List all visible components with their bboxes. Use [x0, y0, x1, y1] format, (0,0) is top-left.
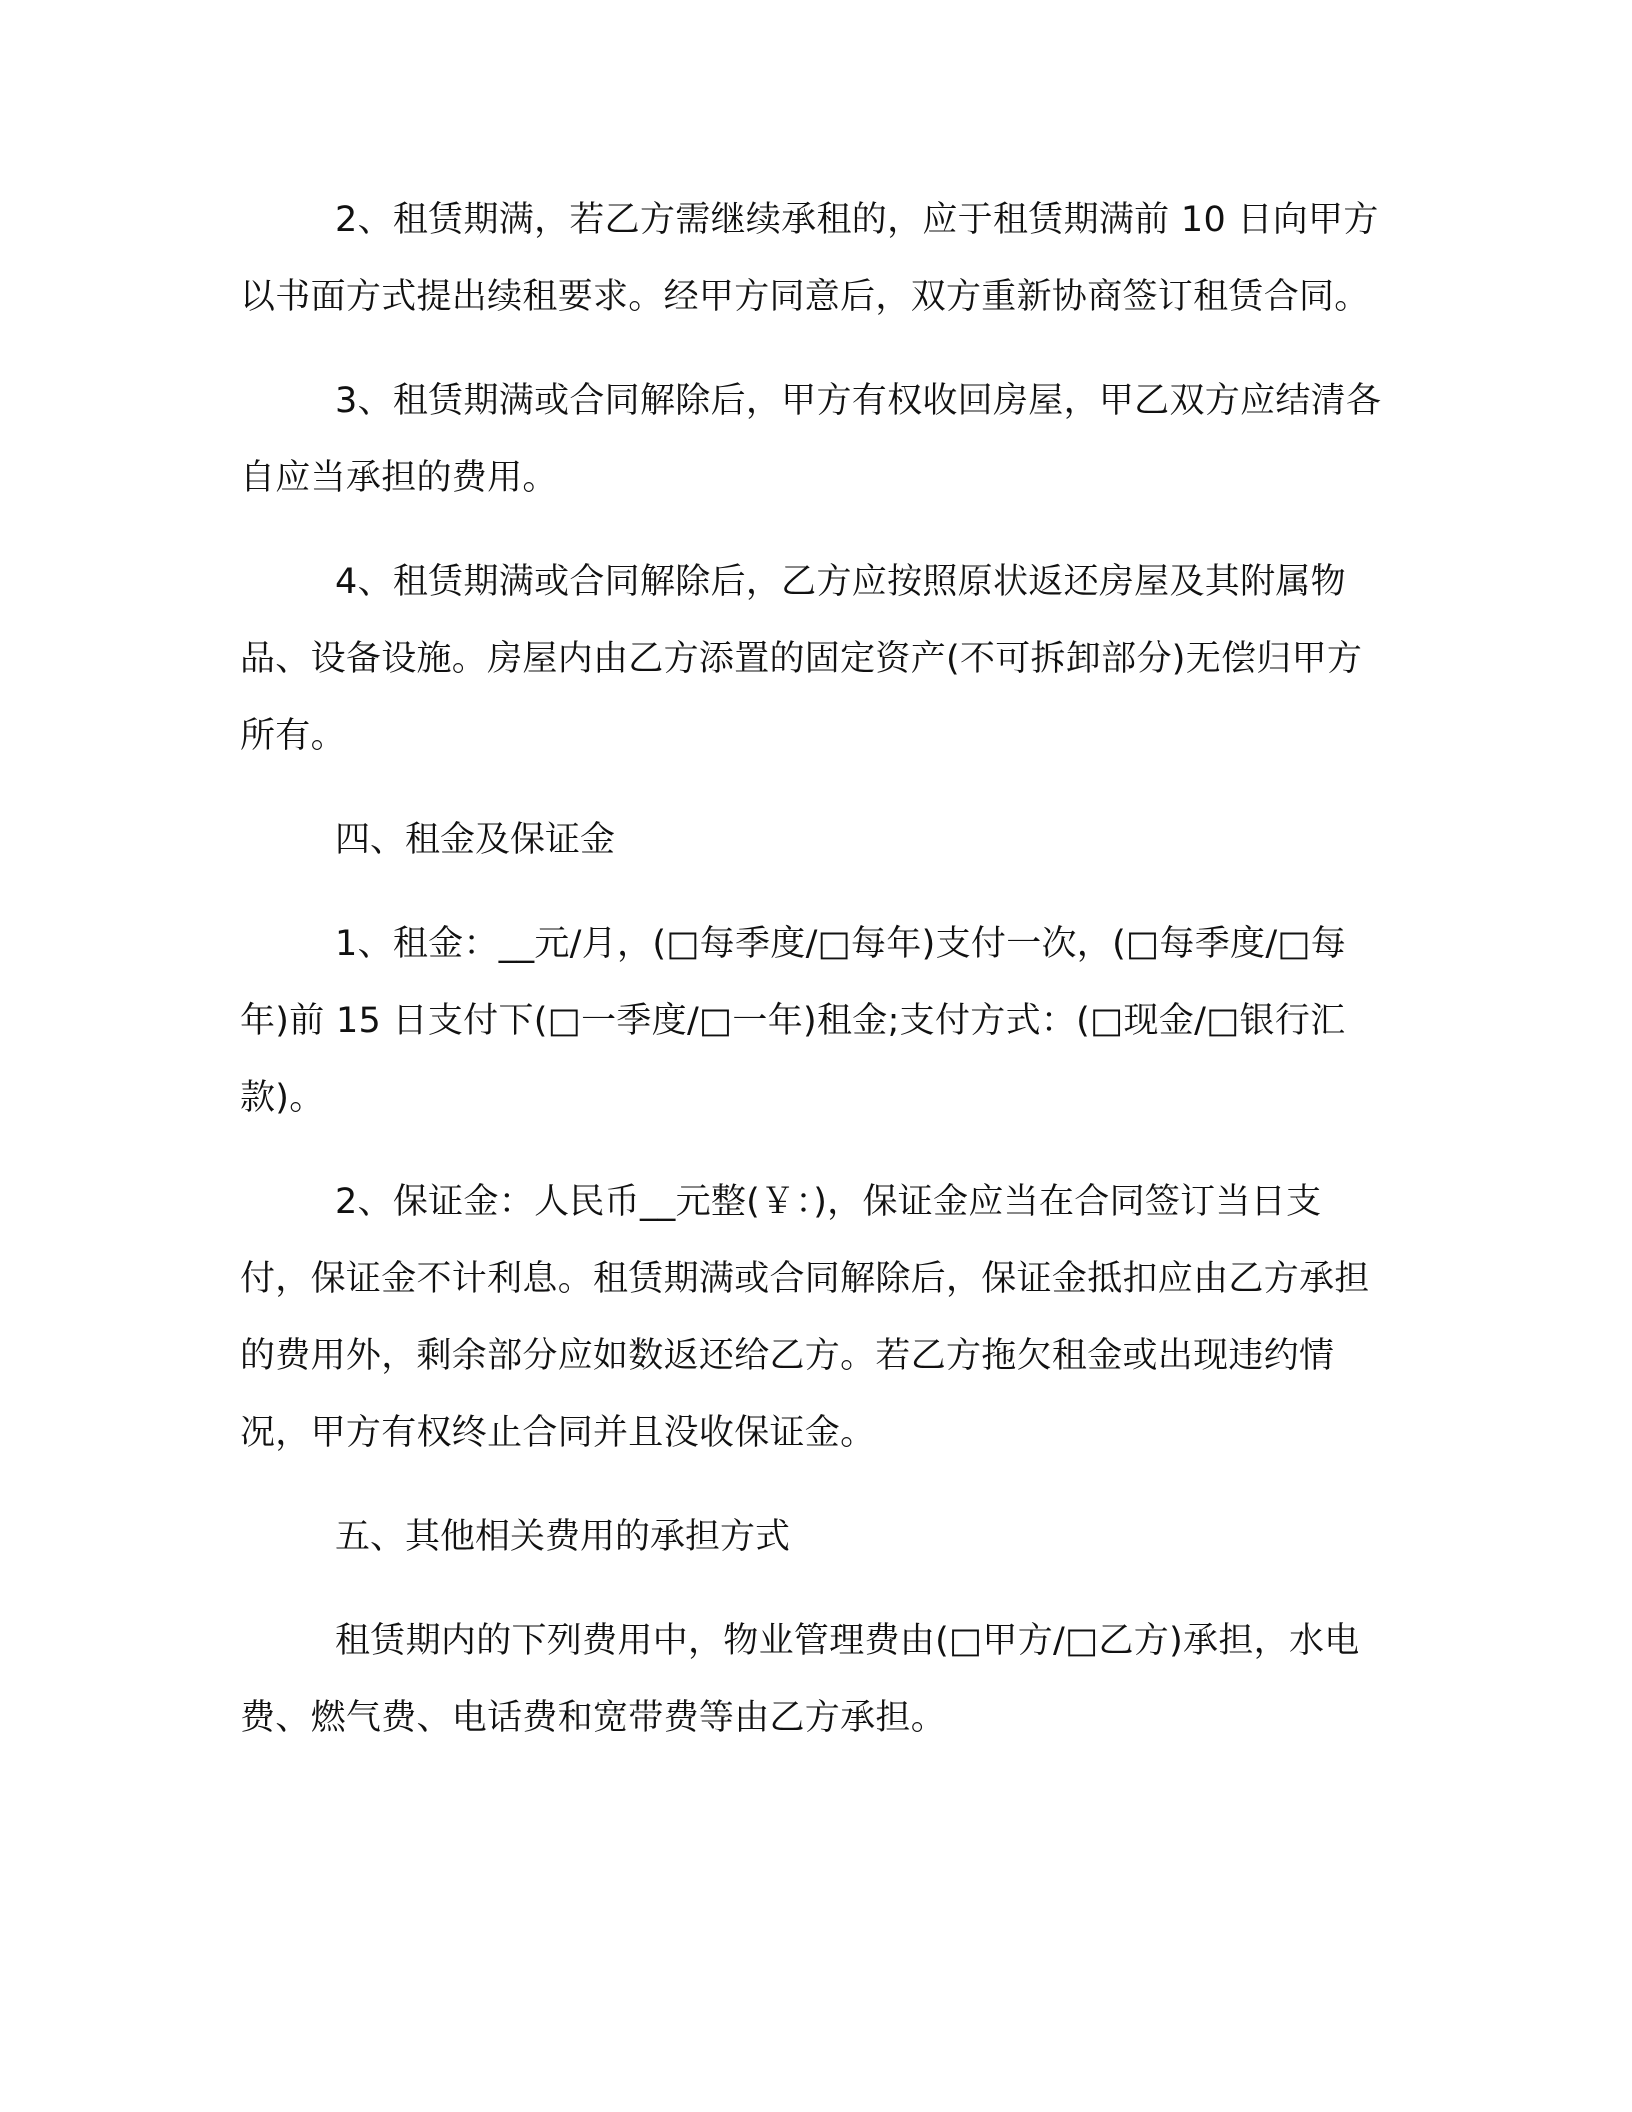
section-heading-other-fees: 五、其他相关费用的承担方式 — [335, 1517, 791, 1557]
clause-4-return-property: 4、租赁期满或合同解除后，乙方应按照原状返还房屋及其附属物品、设备设施。房屋内由乙方添置的固定资产(不可拆卸部分)无偿归甲方所有。 — [240, 562, 1363, 756]
clause-deposit: 2、保证金：人民币__元整(￥：)，保证金应当在合同签订当日支付，保证金不计利息。租赁期满或合同解除后，保证金抵扣应由乙方承担的费用外，剩余部分应如数返还给乙方。若乙方拖欠租金或出现违约情况，甲方有权终止合同并且没收保证金。 — [240, 1182, 1370, 1453]
clause-2-renewal: 2、租赁期满，若乙方需继续承租的，应于租赁期满前 10 日向甲方以书面方式提出续租要求。经甲方同意后，双方重新协商签订租赁合同。 — [240, 200, 1379, 317]
clause-3-repossession: 3、租赁期满或合同解除后，甲方有权收回房屋，甲乙双方应结清各自应当承担的费用。 — [240, 381, 1382, 498]
section-heading-rent-deposit: 四、租金及保证金 — [335, 820, 616, 860]
clause-fees-allocation: 租赁期内的下列费用中，物业管理费由(□甲方/□乙方)承担，水电费、燃气费、电话费和宽带费等由乙方承担。 — [240, 1621, 1360, 1738]
document-body — [240, 182, 1385, 1757]
clause-rent: 1、租金：__元/月，(□每季度/□每年)支付一次，(□每季度/□每年)前 15 日支付下(□一季度/□一年)租金;支付方式：(□现金/□银行汇款)。 — [240, 924, 1347, 1118]
